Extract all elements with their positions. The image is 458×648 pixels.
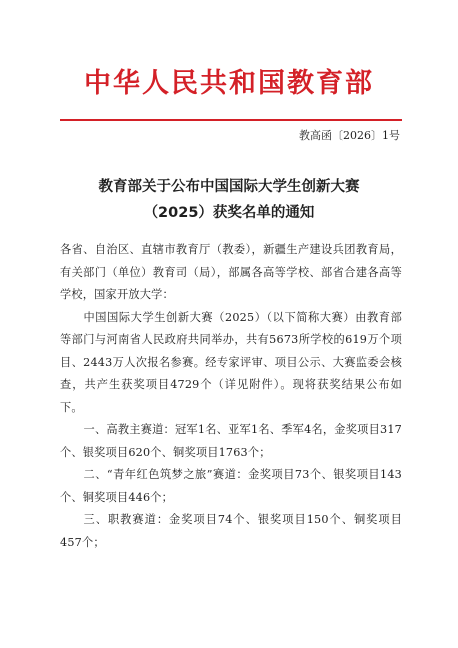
notice-body xyxy=(60,239,402,554)
document-number: 教高函〔2026〕1号 xyxy=(299,129,400,142)
salutation: 各省、自治区、直辖市教育厅（教委），新疆生产建设兵团教育局，有关部门（单位）教育司（局），部属各高等学校、部省合建各高等学校，国家开放大学： xyxy=(60,243,402,301)
notice-title-line-2: （2025）获奖名单的通知 xyxy=(143,205,315,221)
award-item-2: 二、“青年红色筑梦之旅”赛道：金奖项目73个、银奖项目143个、铜奖项目446个； xyxy=(60,468,402,504)
award-item-3: 三、职教赛道：金奖项目74个、银奖项目150个、铜奖项目457个； xyxy=(60,513,402,549)
award-item-1: 一、高教主赛道：冠军1名、亚军1名、季军4名，金奖项目317个、银奖项目620个、铜奖项目1763个； xyxy=(60,423,402,459)
paragraph-introduction: 中国国际大学生创新大赛（2025）（以下简称大赛）由教育部等部门与河南省人民政府共同举办，共有5673所学校的619万个项目、2443万人次报名参赛。经专家评审、项目公示、大赛监委会核查，共产生获奖项目4729个（详见附件）。现将获奖结果公布如下。 xyxy=(60,310,402,414)
notice-title-line-1: 教育部关于公布中国国际大学生创新大赛 xyxy=(98,179,360,195)
issuing-authority-header: 中华人民共和国教育部 xyxy=(84,68,374,99)
red-header-rule xyxy=(60,119,402,121)
